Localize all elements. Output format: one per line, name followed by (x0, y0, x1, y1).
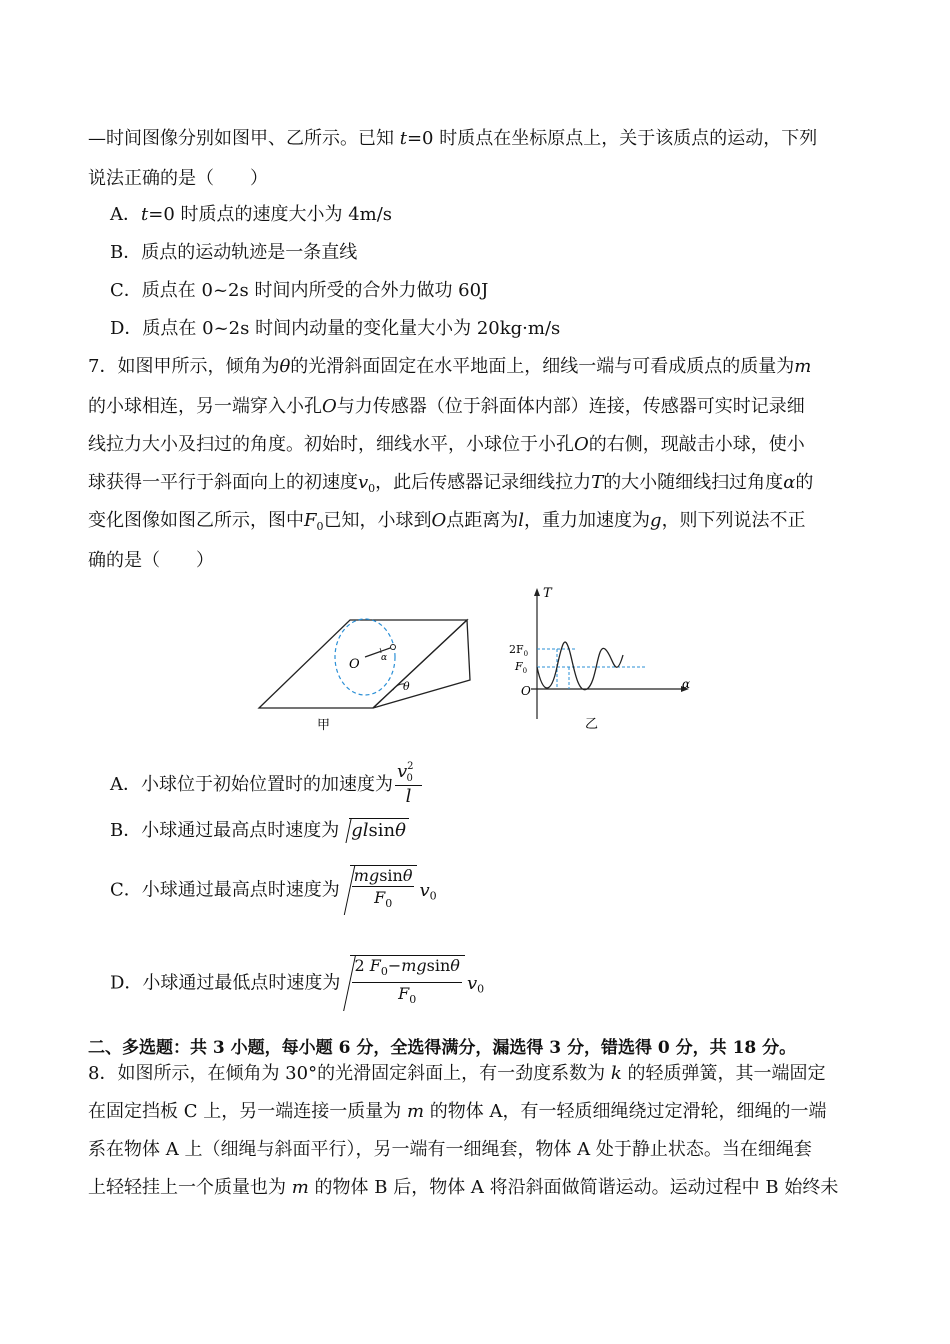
incline-top-face (259, 620, 467, 708)
q8-stem-line-3: 系在物体 A 上（细绳与斜面平行），另一端有一细绳套，物体 A 处于静止状态。当在细绳套 (88, 1139, 812, 1160)
figure-jia-incline (255, 612, 475, 737)
q7-stem-line-2: 的小球相连，另一端穿入小孔O与力传感器（位于斜面体内部）连接，传感器可实时记录细 (88, 396, 805, 417)
formula-sqrt-gl-sin-theta: glsinθ (349, 818, 409, 843)
q7-option-d: D．小球通过最低点时速度为 $\frac{2 F_0-mgsin\theta}{F_0}$ $v_0$ (110, 955, 484, 1012)
incline-side-face (373, 620, 470, 708)
q6-option-d: D．质点在 0~2s 时间内动量的变化量大小为 20kg·m/s (110, 318, 561, 339)
graph-label-alpha: α (682, 677, 691, 691)
string-line (365, 647, 393, 657)
q7-stem-line-3: 线拉力大小及扫过的角度。初始时，细线水平，小球位于小孔O的右侧，现敲击小球，使小 (88, 434, 805, 455)
graph-label-O: O (521, 684, 531, 698)
section-2-title: 二、多选题：共 3 小题，每小题 6 分，全选得满分，漏选得 3 分，错选得 0 分，共 18 分。 (88, 1038, 797, 1058)
q6-option-b: B．质点的运动轨迹是一条直线 (110, 242, 358, 263)
formula-sqrt-2f0-minus-mg-sin-over-f0: $\frac{2 F_0-mgsin\theta}{F_0}$ (350, 955, 465, 1011)
fig-label-alpha: α (381, 653, 388, 663)
q7-stem-line-6: 确的是（ ） (88, 550, 214, 571)
q7-stem-line-1: 7．如图甲所示，倾角为θ的光滑斜面固定在水平地面上，细线一端与可看成质点的质量为m (88, 356, 812, 377)
graph-label-F0: $F_0$ (515, 660, 528, 675)
graph-label-T: T (543, 586, 552, 601)
formula-v0-squared-over-l: $\frac{v20}{l}$ (395, 762, 422, 808)
graph-label-2F0: $2F_0$ (509, 643, 529, 658)
q6-option-c: C．质点在 0~2s 时间内所受的合外力做功 60J (110, 280, 489, 301)
q6-option-a: A．t=0 时质点的速度大小为 4m/s (110, 204, 393, 225)
q7-option-b: B．小球通过最高点时速度为 glsinθ (110, 818, 409, 843)
q8-stem-line-4: 上轻轻挂上一个质量也为 m 的物体 B 后，物体 A 将沿斜面做简谐运动。运动过程中 B 始终未 (88, 1177, 839, 1198)
q7-stem-line-4: 球获得一平行于斜面向上的初速度$v_0$，此后传感器记录细线拉力T的大小随细线扫过角度α的 (88, 472, 814, 495)
y-axis-arrow (534, 588, 540, 596)
small-ball (391, 645, 396, 650)
q8-stem-line-1: 8．如图所示，在倾角为 30°的光滑固定斜面上，有一劲度系数为 k 的轻质弹簧，其一端固定 (88, 1063, 826, 1084)
q6-stem-line-1: —时间图像分别如图甲、乙所示。已知 t=0 时质点在坐标原点上，关于该质点的运动，下列 (88, 128, 818, 149)
q7-option-a: A．小球位于初始位置时的加速度为 $\frac{v20}{l}$ (110, 762, 422, 808)
q6-stem-line-2: 说法正确的是（ ） (88, 168, 268, 189)
figure-yi-graph (505, 585, 700, 735)
q7-stem-line-5: 变化图像如图乙所示，图中$F_0$已知，小球到O点距离为l，重力加速度为g，则下列说法不正 (88, 510, 806, 533)
q8-stem-line-2: 在固定挡板 C 上，另一端连接一质量为 m 的物体 A，有一轻质细绳绕过定滑轮，细绳的一端 (88, 1101, 827, 1122)
fig-label-theta: θ (403, 680, 410, 693)
fig-label-O: O (349, 657, 360, 672)
formula-sqrt-mg-sin-over-f0: $\frac{mgsin\theta}{F_0}$ (350, 865, 418, 915)
fig-caption-yi: 乙 (585, 717, 599, 732)
fig-caption-jia: 甲 (317, 718, 331, 733)
q7-option-c: C．小球通过最高点时速度为 $\frac{mgsin\theta}{F_0}$ $v_0$ (110, 865, 437, 919)
